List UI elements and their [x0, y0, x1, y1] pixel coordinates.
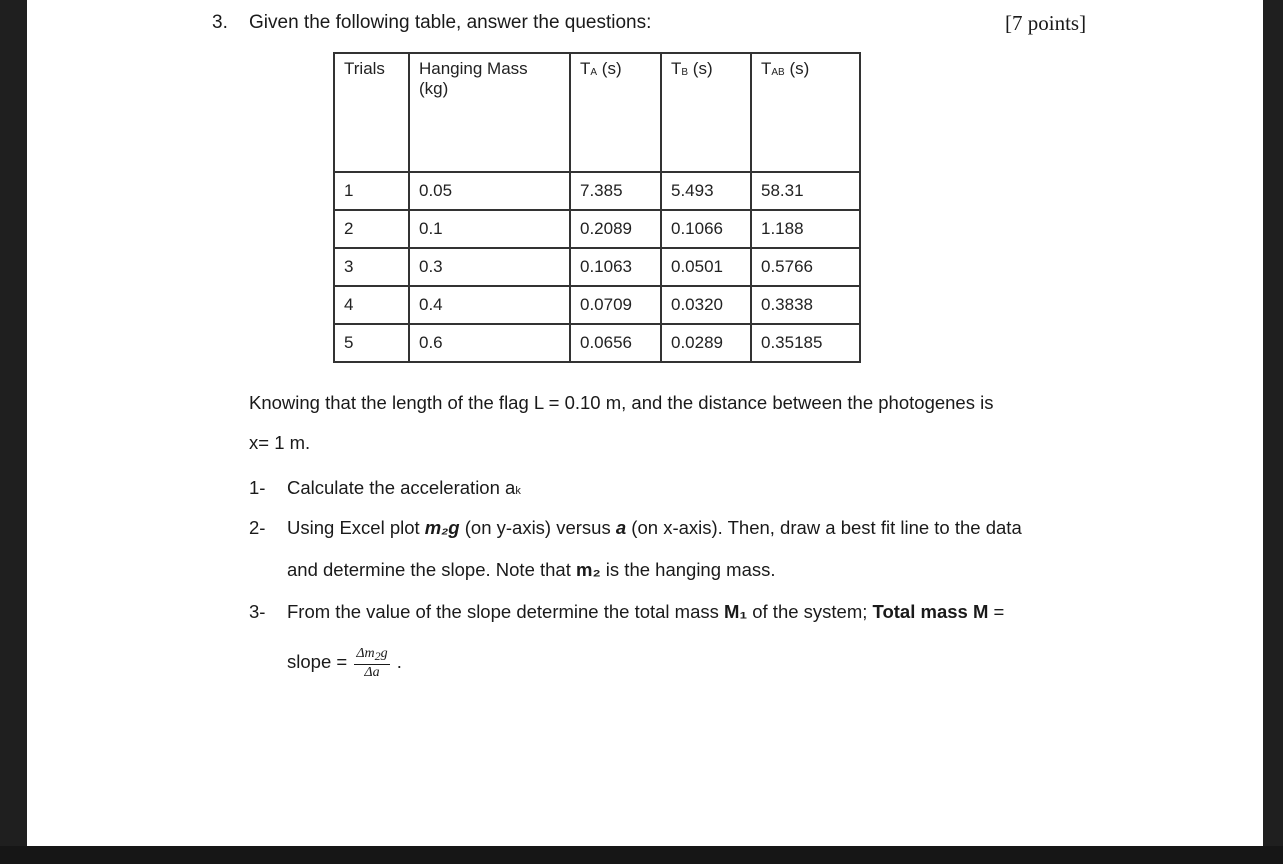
- item-2-number: 2-: [249, 517, 266, 538]
- table-cell: 0.1: [409, 210, 570, 248]
- table-cell: 0.0709: [570, 286, 661, 324]
- table-cell: 0.6: [409, 324, 570, 362]
- table-cell: 1.188: [751, 210, 860, 248]
- header-ta: TA (s): [570, 53, 661, 172]
- header-hanging-mass: Hanging Mass (kg): [409, 53, 570, 172]
- data-table: [333, 52, 861, 363]
- item-3-line-2: slope = $\frac{\Delta m2g}{\Delta a}$ .: [287, 646, 402, 680]
- table-cell: 0.2089: [570, 210, 661, 248]
- document-page: [27, 0, 1263, 846]
- table-cell: 1: [334, 172, 409, 210]
- item-3-line-1: From the value of the slope determine the total mass M₁ of the system; Total mass M =: [287, 601, 1005, 622]
- table-header-row: [334, 53, 860, 172]
- intro-line-1: Knowing that the length of the flag L = 0.10 m, and the distance between the photogenes is: [249, 392, 994, 413]
- item-1-number: 1-: [249, 477, 266, 498]
- table-cell: 3: [334, 248, 409, 286]
- table-cell: 58.31: [751, 172, 860, 210]
- table-row: [334, 324, 860, 362]
- table-cell: 0.1066: [661, 210, 751, 248]
- table-cell: 0.4: [409, 286, 570, 324]
- question-points: [7 points]: [1005, 11, 1087, 35]
- item-1-text: Calculate the acceleration ak: [287, 477, 521, 498]
- table-cell: 5: [334, 324, 409, 362]
- header-trials: Trials: [334, 53, 409, 172]
- bottom-bar: [0, 846, 1283, 864]
- question-number: 3.: [212, 12, 228, 33]
- intro-line-2: x= 1 m.: [249, 432, 311, 453]
- table-row: [334, 172, 860, 210]
- table-cell: 0.0501: [661, 248, 751, 286]
- header-tb: TB (s): [661, 53, 751, 172]
- slope-fraction: $\frac{\Delta m2g}{\Delta a}$: [356, 646, 388, 680]
- table-cell: 0.0656: [570, 324, 661, 362]
- table-row: [334, 286, 860, 324]
- table-cell: 0.1063: [570, 248, 661, 286]
- question-title: Given the following table, answer the questions:: [249, 12, 652, 33]
- table-cell: 0.35185: [751, 324, 860, 362]
- table-cell: 0.05: [409, 172, 570, 210]
- table-cell: 2: [334, 210, 409, 248]
- table-cell: 4: [334, 286, 409, 324]
- table-cell: 0.3838: [751, 286, 860, 324]
- table-row: [334, 248, 860, 286]
- item-2-line-2: and determine the slope. Note that m₂ is the hanging mass.: [287, 559, 776, 580]
- table-cell: 5.493: [661, 172, 751, 210]
- item-2-line-1: Using Excel plot m₂g (on y-axis) versus a (on x-axis). Then, draw a best fit line to the data: [287, 517, 1022, 538]
- item-3-number: 3-: [249, 601, 266, 622]
- table-cell: 0.5766: [751, 248, 860, 286]
- table-cell: 7.385: [570, 172, 661, 210]
- table-cell: 0.0320: [661, 286, 751, 324]
- header-tab: TAB (s): [751, 53, 860, 172]
- table-cell: 0.0289: [661, 324, 751, 362]
- table-row: [334, 210, 860, 248]
- table-cell: 0.3: [409, 248, 570, 286]
